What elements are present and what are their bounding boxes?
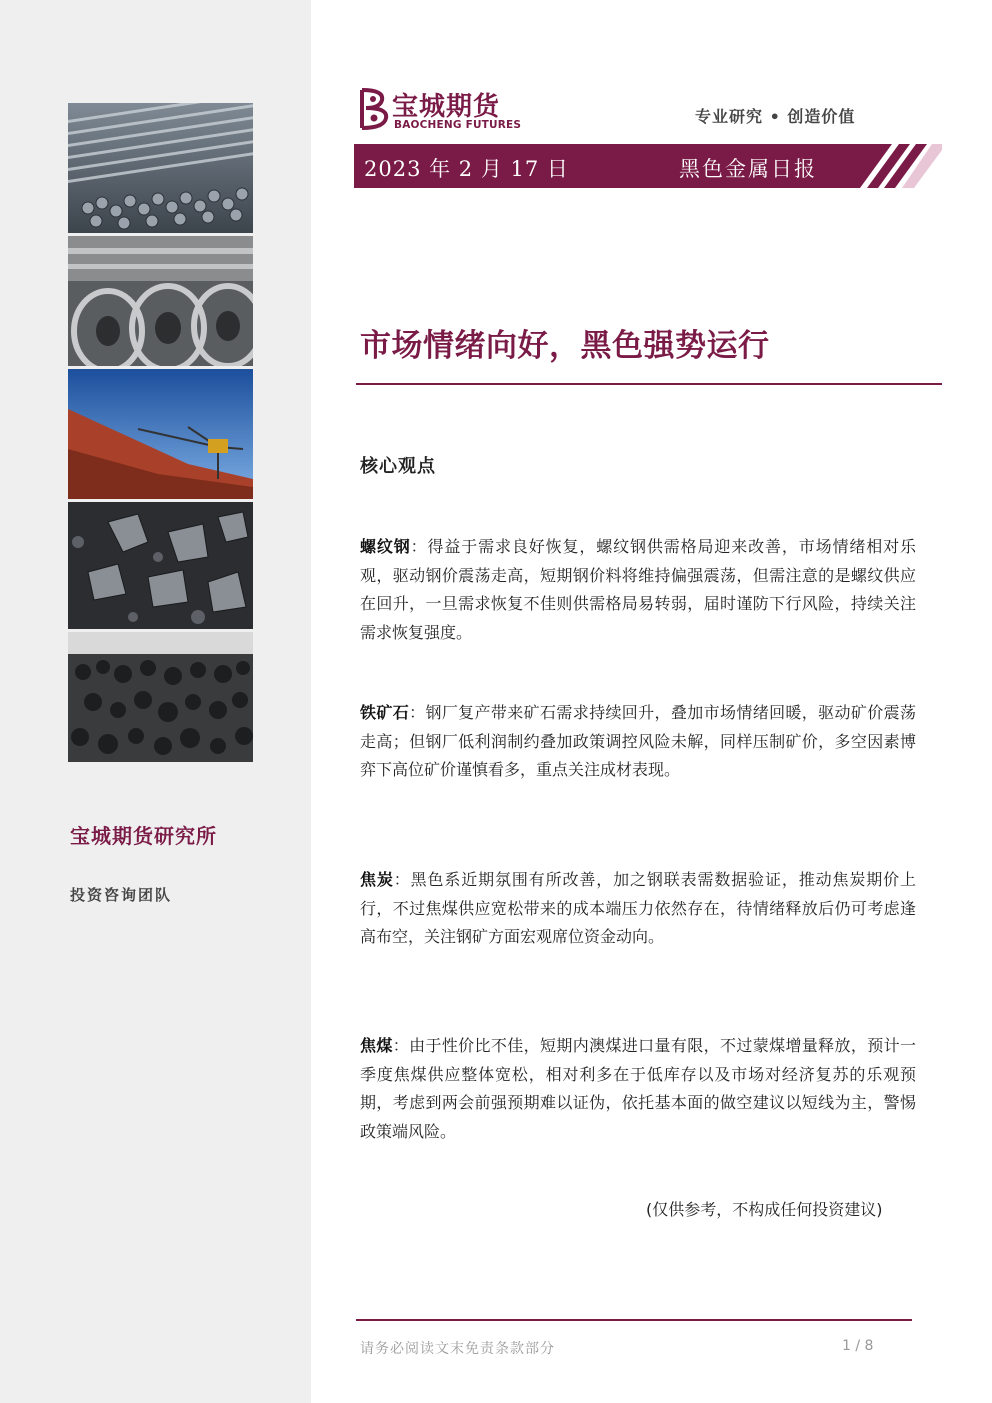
header-banner: [354, 144, 942, 188]
logo-chinese-text: 宝城期货: [392, 92, 501, 122]
iron-ore-stacker-photo-icon: [68, 369, 253, 499]
sidebar: [0, 0, 311, 1403]
team-name: 投资咨询团队: [70, 886, 173, 904]
section-text: ：由于性价比不佳，短期内澳煤进口量有限，不过蒙煤增量释放，预计一季度焦煤供应整体宽松，相对利多在于低库存以及市场对经济复苏的乐观预期，考虑到两会前强预期难以证伪，依托基本面的做空建议以短线为主，警惕政策端风险。: [360, 1036, 916, 1141]
section-text: ：钢厂复产带来矿石需求持续回升，叠加市场情绪回暖，驱动矿价震荡走高；但钢厂低利润制约叠加政策调控风险未解，同样压制矿价，多空因素博弈下高位矿价谨慎看多，重点关注成材表现。: [360, 703, 916, 779]
reference-note: (仅供参考，不构成任何投资建议): [646, 1200, 883, 1219]
coal-lumps-photo-icon: [68, 502, 253, 629]
section-lead: 焦炭: [360, 870, 394, 889]
logo-english-text: BAOCHENG FUTURES: [394, 119, 522, 131]
section-rebar: [360, 533, 916, 647]
research-institute-name: 宝城期货研究所: [70, 824, 217, 848]
rebar-photo-icon: [68, 103, 253, 233]
section-iron-ore: [360, 699, 916, 785]
section-coking-coal: [360, 1032, 916, 1146]
core-views-heading: 核心观点: [360, 456, 436, 477]
footer-disclaimer: 请务必阅读文末免责条款部分: [360, 1341, 555, 1357]
coke-pile-photo-icon: [68, 632, 253, 762]
slogan: 专业研究 • 创造价值: [695, 107, 856, 126]
footer-divider: [356, 1319, 912, 1321]
report-type: 黑色金属日报: [679, 157, 817, 181]
report-date: 2023 年 2 月 17 日: [364, 157, 569, 181]
company-logo: [356, 86, 526, 134]
section-coke: [360, 866, 916, 952]
section-lead: 铁矿石: [360, 703, 410, 722]
section-lead: 螺纹钢: [360, 537, 411, 556]
report-title: 市场情绪向好，黑色强势运行: [360, 328, 770, 364]
page-number: 1 / 8: [842, 1338, 874, 1354]
section-lead: 焦煤: [360, 1036, 393, 1055]
section-text: ：黑色系近期氛围有所改善，加之钢联表需数据验证，推动焦炭期价上行，不过焦煤供应宽松带来的成本端压力依然存在，待情绪释放后仍可考虑逢高布空，关注钢矿方面宏观席位资金动向。: [360, 870, 916, 946]
section-text: ：得益于需求良好恢复，螺纹钢供需格局迎来改善，市场情绪相对乐观，驱动钢价震荡走高，短期钢价料将维持偏强震荡，但需注意的是螺纹供应在回升，一旦需求恢复不佳则供需格局易转弱，届时谨防下行风险，持续关注需求恢复强度。: [360, 537, 916, 642]
title-divider: [356, 383, 942, 385]
baocheng-logo-icon: [356, 86, 392, 132]
steel-coil-photo-icon: [68, 236, 253, 366]
